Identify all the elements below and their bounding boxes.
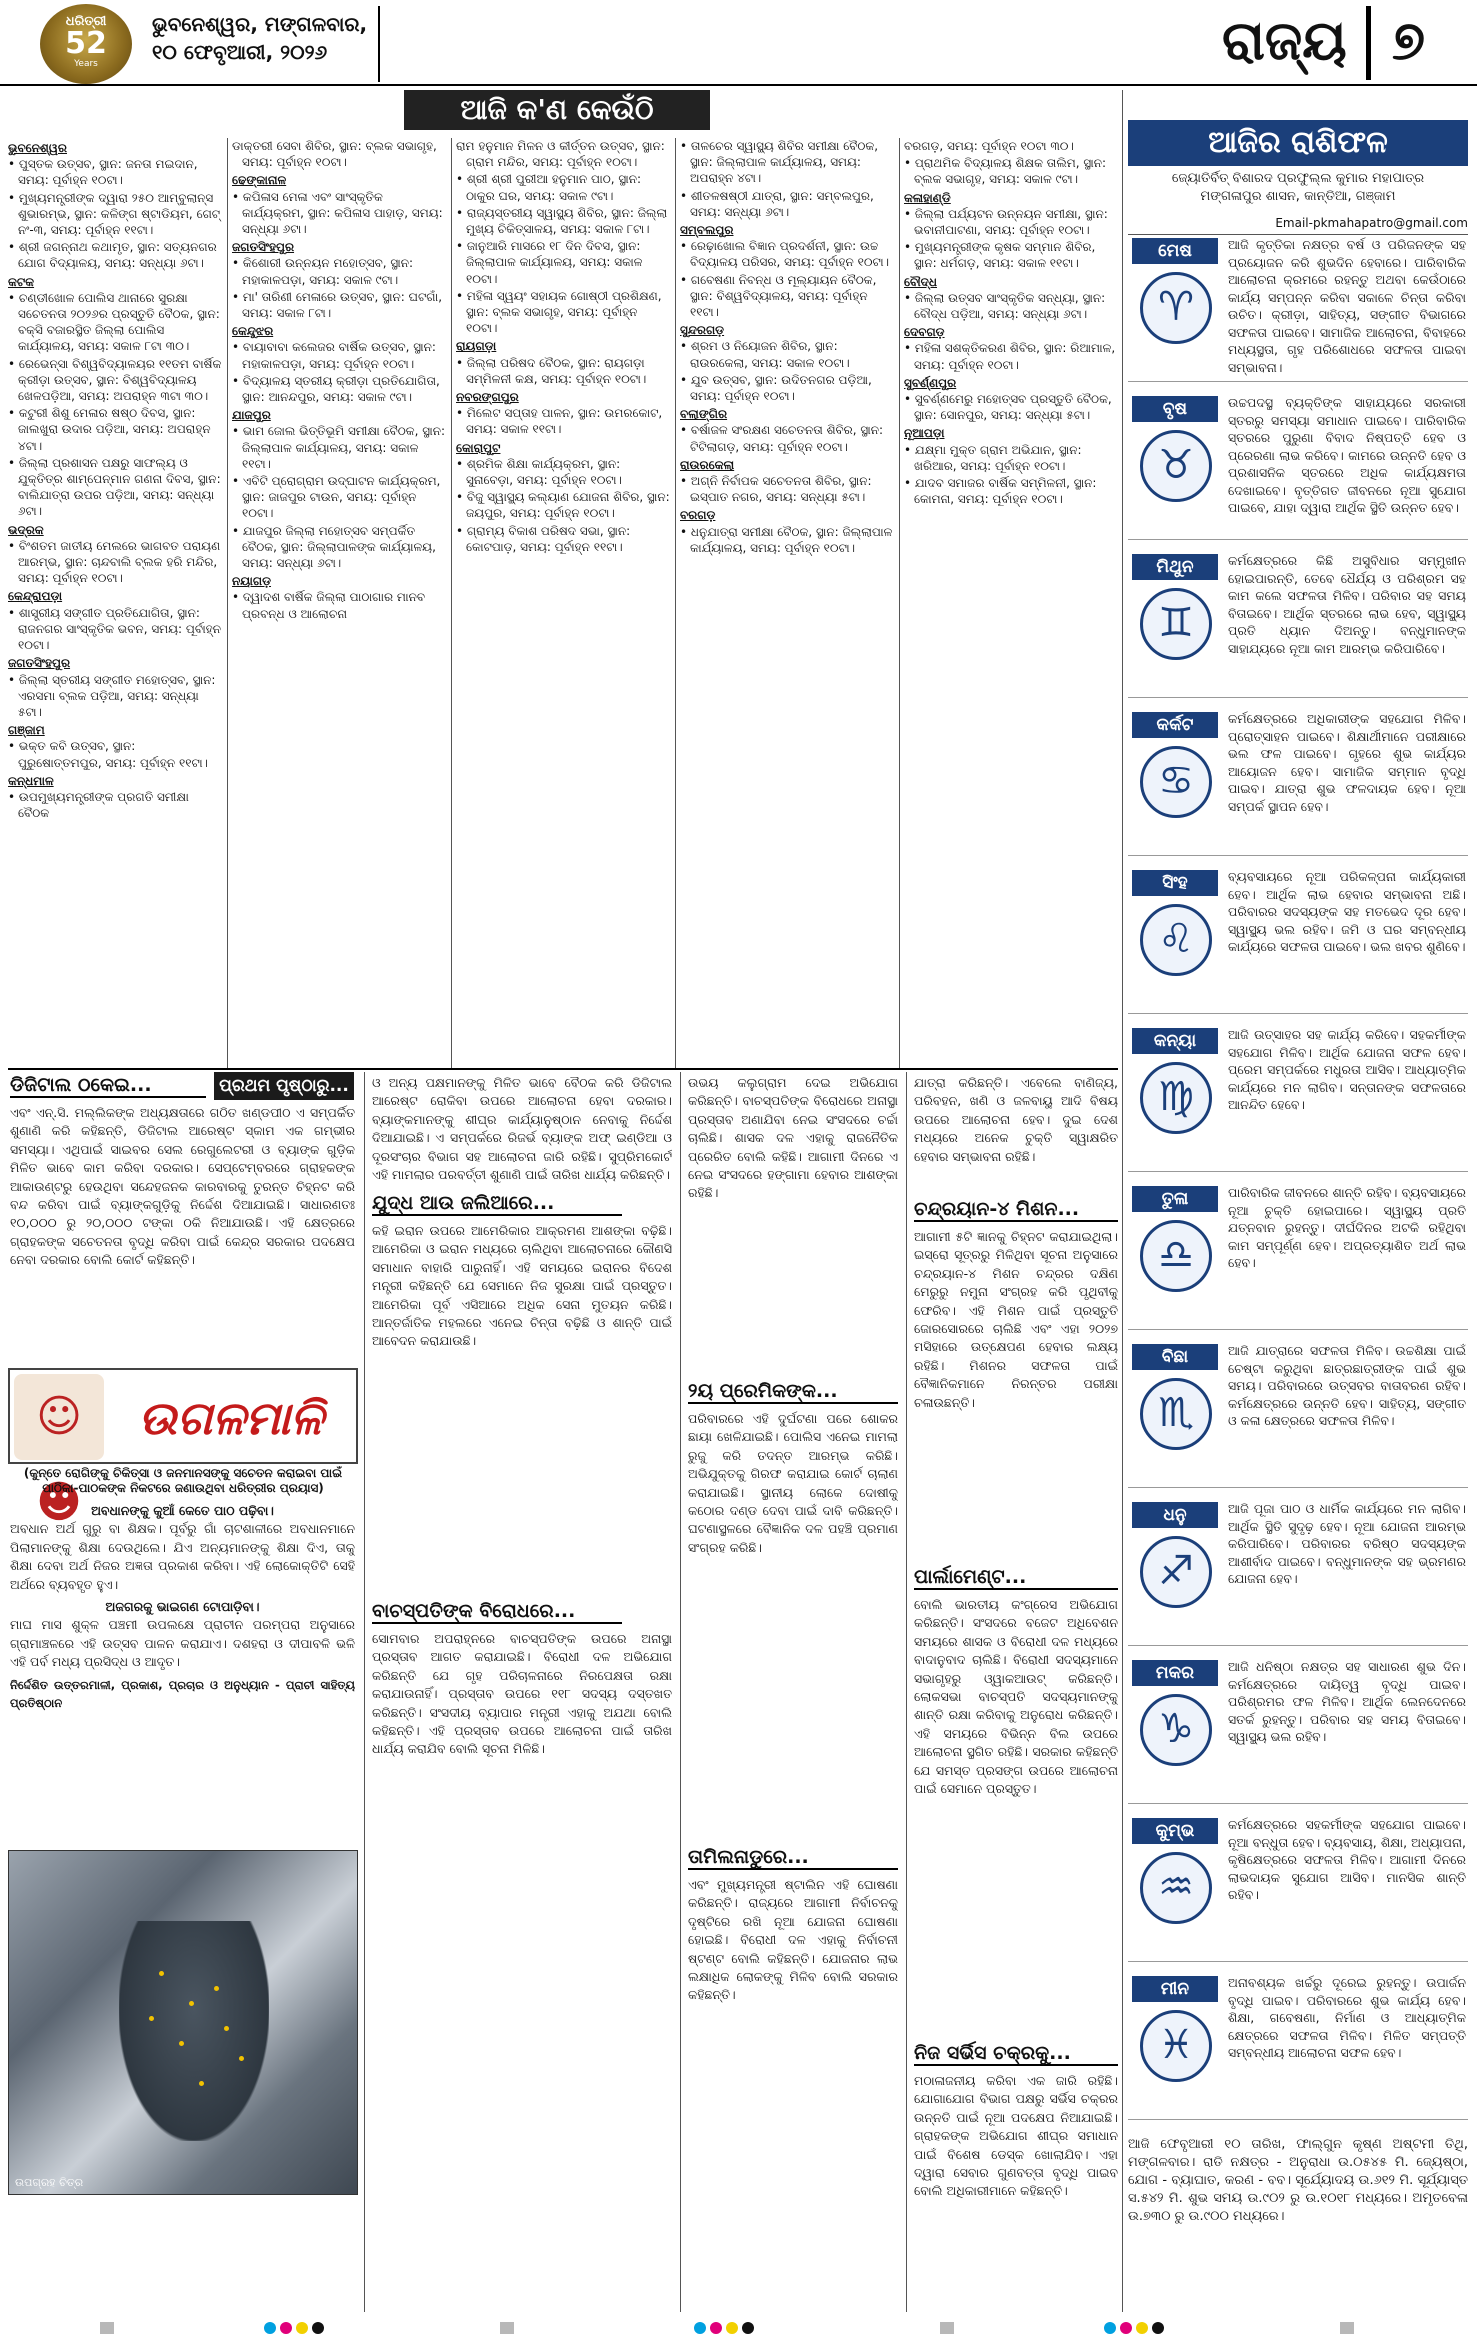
event-item: • ଗ୍ରାମ୍ୟ ବିକାଶ ପରିଷଦ ସଭା, ସ୍ଥାନ: କୋଟପାଡ଼, ସମୟ: ପୂର୍ବାହ୍ନ ୧୧ଟା। bbox=[456, 523, 631, 554]
event-location: ସମ୍ବଲପୁର bbox=[680, 223, 734, 238]
print-mark bbox=[1340, 2322, 1354, 2334]
astrologer-email: Email-pkmahapatro@gmail.com bbox=[1128, 216, 1468, 235]
event-location: ଦେବଗଡ଼ bbox=[904, 325, 945, 340]
event-item: • କିଶୋରୀ ଉନ୍ନୟନ ମହୋତ୍ସବ, ସ୍ଥାନ: ମହାକାଳପଡ଼ା, ସମୟ: ସକାଳ ୯ଟା। bbox=[232, 256, 414, 287]
registration-yellow bbox=[296, 2322, 308, 2334]
event-item: • ରେଢ଼ାଖୋଲ ବିଜ୍ଞାନ ପ୍ରଦର୍ଶନୀ, ସ୍ଥାନ: ଉଚ୍ଚ ବିଦ୍ୟାଳୟ ପରିସର, ସମୟ: ପୂର୍ବାହ୍ନ ୧୦ଟା। bbox=[680, 239, 890, 270]
event-item: • ମହିଳା ସଶକ୍ତିକରଣ ଶିବିର, ସ୍ଥାନ: ରିଆମାଳ, ସମୟ: ପୂର୍ବାହ୍ନ ୧୦ଟା। bbox=[904, 341, 1116, 372]
registration-cyan bbox=[694, 2322, 706, 2334]
horoscope-title: ଆଜିର ରାଶିଫଳ bbox=[1128, 120, 1468, 166]
events-column bbox=[232, 138, 446, 1068]
event-location: ବୌଦ୍ଧ bbox=[904, 274, 937, 289]
event-item: • ଜିଲ୍ଲା ପ୍ରଶାସନ ପକ୍ଷରୁ ସାଫଲ୍ୟ ଓ ଯୁକ୍ତିତ୍ର ଶାମ୍ପେନ୍‌ମାନ ଗଣନା ଦିବସ, ସ୍ଥାନ: ବାଲିଯାତ୍ରା ଉପର ପଡ଼ିଆ, ସମୟ: ସନ୍ଧ୍ୟା ୬ଟା। bbox=[8, 455, 221, 519]
event-item: • ଜିଲ୍ଲା ପରିଷଦ ବୈଠକ, ସ୍ଥାନ: ରାୟଗଡ଼ା ସମ୍ମିଳନୀ କକ୍ଷ, ସମୟ: ପୂର୍ବାହ୍ନ ୧୦ଟା। bbox=[456, 355, 647, 386]
event-location: କେନ୍ଦ୍ରାପଡ଼ା bbox=[8, 589, 63, 604]
city-marker bbox=[159, 1971, 164, 1976]
print-mark bbox=[100, 2322, 114, 2334]
event-item: • ଶ୍ରମ ଓ ନିୟୋଜନ ଶିବିର, ସ୍ଥାନ: ରାଉରକେଲା, ସମୟ: ସକାଳ ୧୦ଟା। bbox=[680, 339, 850, 370]
horoscope-sign bbox=[1128, 1180, 1468, 1330]
event-item: • ଜିଲ୍ଲା ଉତ୍ସବ ସାଂସ୍କୃତିକ ସନ୍ଧ୍ୟା, ସ୍ଥାନ: ବୌଦ୍ଧ ପଡ଼ିଆ, ସମୟ: ସନ୍ଧ୍ୟା ୬ଟା। bbox=[904, 290, 1106, 322]
sign-prediction: ଅନାବଶ୍ୟକ ଖର୍ଚ୍ଚରୁ ଦୂରେଇ ରୁହନ୍ତୁ। ଉପାର୍ଜନ ବୃଦ୍ଧି ପାଇବ। ପରିବାରରେ ଶୁଭ କାର୍ଯ୍ୟ ହେବ। ଶିକ୍ଷା, ଗବେଷଣା, ନିର୍ମାଣ ଓ ଆଧ୍ୟାତ୍ମିକ କ୍ଷେତ୍ରରେ ସଫଳତା ମିଳିବ। ମିଳିତ ସମ୍ପତ୍ତି ସମ୍ବନ୍ଧୀୟ ଆଲୋଚନା ସଫଳ ହେବ। bbox=[1228, 1975, 1466, 2060]
event-item: • ଶାସ୍ତ୍ରୀୟ ସଙ୍ଗୀତ ପ୍ରତିଯୋଗିତା, ସ୍ଥାନ: ରାଜନଗର ସାଂସ୍କୃତିକ ଭବନ, ସମୟ: ପୂର୍ବାହ୍ନ ୧୦ଟା। bbox=[8, 605, 222, 653]
proverb-heading-2: ଅଜଗରକୁ ଭାଇଗଣ ଟୋପାଡ଼ିବା। bbox=[105, 1599, 260, 1615]
event-item: • ଶୀତଳଷଷ୍ଠୀ ଯାତ୍ରା, ସ୍ଥାନ: ସମ୍ବଲପୁର, ସମୟ: ସନ୍ଧ୍ୟା ୬ଟା। bbox=[680, 188, 874, 219]
sign-prediction: କର୍ମକ୍ଷେତ୍ରରେ ଅଧିକାରୀଙ୍କ ସହଯୋଗ ମିଳିବ। ପ୍ରୋତ୍ସାହନ ପାଇବେ। ଶିକ୍ଷାର୍ଥୀମାନେ ପରୀକ୍ଷାରେ ଭଲ ଫଳ ପାଇବେ। ଗୃହରେ ଶୁଭ କାର୍ଯ୍ୟର ଆୟୋଜନ ହେବ। ସାମାଜିକ ସମ୍ମାନ ବୃଦ୍ଧି ପାଇବ। ଯାତ୍ରା ଶୁଭ ଫଳଦାୟକ ହେବ। ନୂଆ ସମ୍ପର୍କ ସ୍ଥାପନ ହେବ। bbox=[1228, 711, 1466, 814]
event-location: ରାୟଗଡ଼ା bbox=[456, 339, 497, 354]
event-item: • ଉପମୁଖ୍ୟମନ୍ତ୍ରୀଙ୍କ ପ୍ରଗତି ସମୀକ୍ଷା ବୈଠକ bbox=[8, 789, 189, 821]
zodiac-icon: ♊ bbox=[1140, 588, 1212, 660]
print-mark bbox=[500, 2322, 514, 2334]
event-item: • ମିଲେଟ ସପ୍ତାହ ପାଳନ, ସ୍ଥାନ: ଉମରକୋଟ, ସମୟ: ସକାଳ ୧୧ଟା। bbox=[456, 406, 663, 437]
sign-divider bbox=[1128, 381, 1468, 382]
sign-name: ବିଛା bbox=[1132, 1344, 1218, 1370]
tamilnadu-heading: ତାମିଲନାଡୁରେ... bbox=[688, 1846, 898, 1870]
mid-continued-body-2: ଉଭୟ କଲୁଗ୍ରାମ ଦେଇ ଅଭିଯୋଗ କରିଛନ୍ତି। ବାଚସ୍ପତିଙ୍କ ବିରୋଧରେ ଅନାସ୍ଥା ପ୍ରସ୍ତାବ ଅଣାଯିବା ନେଇ ସଂସଦରେ ଚର୍ଚ୍ଚା ଚାଲିଛି। ଶାସକ ଦଳ ଏହାକୁ ରାଜନୈତିକ ପ୍ରେରିତ ବୋଲି କହିଛି। ଆଗାମୀ ଦିନରେ ଏ ନେଇ ସଂସଦରେ ହଙ୍ଗାମା ହେବାର ଆଶଙ୍କା ରହିଛି। bbox=[688, 1075, 898, 1201]
event-location: କେନ୍ଦୁଝର bbox=[232, 324, 274, 339]
event-item: • ମୁଖ୍ୟମନ୍ତ୍ରୀଙ୍କ ଦ୍ୱାରା ୨୫୦ ଆମ୍ବୁଲାନ୍ସ ଶୁଭାରମ୍ଭ, ସ୍ଥାନ: କଳିଙ୍ଗ ଷ୍ଟାଡିୟମ, ଗେଟ୍ ନଂ-୩, ସମୟ: ପୂର୍ବାହ୍ନ ୧୧ଟା। bbox=[8, 190, 221, 238]
event-location: ଭଦ୍ରକ bbox=[8, 522, 44, 537]
chandrayaan-heading: ଚନ୍ଦ୍ରୟାନ-୪ ମିଶନ... bbox=[914, 1198, 1118, 1222]
events-column-divider bbox=[899, 138, 900, 1068]
event-item: • ରେଭେନ୍ସା ବିଶ୍ୱବିଦ୍ୟାଳୟର ୧୧ତମ ବାର୍ଷିକ କ୍ରୀଡ଼ା ଉତ୍ସବ, ସ୍ଥାନ: ବିଶ୍ୱବିଦ୍ୟାଳୟ ଖେଳପଡ଼ିଆ, ସମୟ: ଅପରାହ୍ନ ୩ଟା ୩୦। bbox=[8, 356, 222, 404]
event-item: • ଅଗ୍ନି ନିର୍ବାପକ ସଚେତନତା ଶିବିର, ସ୍ଥାନ: ଇସ୍ପାତ ନଗର, ସମୟ: ସନ୍ଧ୍ୟା ୫ଟା। bbox=[680, 474, 872, 505]
digital-fraud-body: ଏବଂ ଏନ୍‌.ସି. ମଲ୍ଲିକଙ୍କ ଅଧ୍ୟକ୍ଷତାରେ ଗଠିତ ଖଣ୍ଡପୀଠ ଏ ସମ୍ପର୍କିତ ଶୁଣାଣି କରି କହିଛନ୍ତି, ଡିଜିଟାଲ ଆରେଷ୍ଟ ସ୍କାମ ଏକ ଗମ୍ଭୀର ସମସ୍ୟା। ଏଥିପାଇଁ ସାଇବର ସେଲ ରେଗୁଲେଟରୀ ଓ ବ୍ୟାଙ୍କ ଗୁଡ଼ିକ ମିଳିତ ଭାବେ କାମ କରିବା ଦରକାର। ସେପ୍ଟେମ୍ବରରେ ଗ୍ରାହକଙ୍କ ଆକାଉଣ୍ଟରୁ ହେଉଥିବା ସନ୍ଦେହଜନକ କାରବାରକୁ ତୁରନ୍ତ ଚିହ୍ନଟ କରି ବନ୍ଦ କରିବା ପାଇଁ ବ୍ୟାଙ୍କଗୁଡ଼ିକୁ ନିର୍ଦ୍ଦେଶ ଦିଆଯାଇଛି। ସାଧାରଣତଃ ୧୦,୦୦୦ ରୁ ୨୦,୦୦୦ ଟଙ୍କା ଠକି ନିଆଯାଉଛି। ଏହି କ୍ଷେତ୍ରରେ ଗ୍ରାହକଙ୍କ ସଚେତନତା ବୃଦ୍ଧି କରିବା ପାଇଁ କେନ୍ଦ୍ର ସରକାର ପଦକ୍ଷେପ ନେବା ଦରକାର ବୋଲି କୋର୍ଟ କହିଛନ୍ତି। bbox=[10, 1105, 355, 1268]
registration-magenta bbox=[280, 2322, 292, 2334]
zodiac-icon: ♉ bbox=[1140, 430, 1212, 502]
horoscope-sign bbox=[1128, 548, 1468, 698]
section-title: ରାଜ୍ୟ bbox=[1222, 9, 1347, 72]
satellite-label: ଉପଗ୍ରହ ଚିତ୍ର bbox=[15, 2176, 84, 2189]
dharitri-logo bbox=[40, 4, 132, 84]
lover-heading: ୨ୟ ପ୍ରେମିକଙ୍କ... bbox=[688, 1380, 898, 1404]
horoscope-sign bbox=[1128, 1496, 1468, 1646]
events-column-divider bbox=[451, 138, 452, 1068]
city-marker bbox=[239, 2056, 244, 2061]
yatra-body: ଯାତ୍ରା କରିଛନ୍ତି। ଏବେଲେ ବାଣିଜ୍ୟ, ପରିବହନ, ଖଣି ଓ ଜଳବାୟୁ ଆଦି ବିଷୟ ଉପରେ ଆଲୋଚନା ହେବ। ଦୁଇ ଦେଶ ମଧ୍ୟରେ ଅନେକ ଚୁକ୍ତି ସ୍ୱାକ୍ଷରିତ ହେବାର ସମ୍ଭାବନା ରହିଛି। bbox=[914, 1075, 1118, 1164]
event-item: • ଯାଜପୁର ଜିଲ୍ଲା ମହୋତ୍ସବ ସମ୍ପର୍କିତ ବୈଠକ, ସ୍ଥାନ: ଜିଲ୍ଲାପାଳଙ୍କ କାର୍ଯ୍ୟାଳୟ, ସମୟ: ସନ୍ଧ୍ୟା ୬ଟା। bbox=[232, 523, 436, 571]
section-rule bbox=[8, 1068, 1118, 1070]
sign-prediction: ଆଜି ଉତ୍ସାହର ସହ କାର୍ଯ୍ୟ କରିବେ। ସହକର୍ମୀଙ୍କ ସହଯୋଗ ମିଳିବ। ଆର୍ଥିକ ଯୋଜନା ସଫଳ ହେବ। ପ୍ରେମ ସମ୍ପର୍କରେ ମଧୁରତା ଆସିବ। ଆଧ୍ୟାତ୍ମିକ କାର୍ଯ୍ୟରେ ମନ ଲାଗିବ। ସନ୍ତାନଙ୍କ ସଫଳତାରେ ଆନନ୍ଦିତ ହେବେ। bbox=[1228, 1027, 1466, 1112]
proverb-text-1: ଅବଧାନ ଅର୍ଥ ଗୁରୁ ବା ଶିକ୍ଷକ। ପୂର୍ବରୁ ଗାଁ ଚାଟଶାଳୀରେ ଅବଧାନମାନେ ପିଲାମାନଙ୍କୁ ଶିକ୍ଷା ଦେଉଥିଲେ। ଯିଏ ଅନ୍ୟମାନଙ୍କୁ ଶିକ୍ଷା ଦିଏ, ତାକୁ ଶିକ୍ଷା ଦେବା ଅର୍ଥ ନିଜର ଅଜ୍ଞତା ପ୍ରକାଶ କରିବା। ଏହି ଲୋକୋକ୍ତିଟି ସେହି ଅର୍ଥରେ ବ୍ୟବହୃତ ହୁଏ। bbox=[10, 1521, 355, 1592]
page-number: ୭ bbox=[1392, 9, 1426, 72]
satellite-landmass bbox=[119, 1921, 269, 2141]
registration-magenta bbox=[710, 2322, 722, 2334]
event-item: • ଜିଲ୍ଲା ପର୍ଯ୍ୟଟନ ଉନ୍ନୟନ ସମୀକ୍ଷା, ସ୍ଥାନ: ଭବାନୀପାଟଣା, ସମୟ: ପୂର୍ବାହ୍ନ ୧୦ଟା। bbox=[904, 206, 1108, 238]
event-item: • ବିଜୁ ସ୍ୱାସ୍ଥ୍ୟ କଲ୍ୟାଣ ଯୋଜନା ଶିବିର, ସ୍ଥାନ: ଜୟପୁର, ସମୟ: ପୂର୍ବାହ୍ନ ୧୦ଟା। bbox=[456, 490, 670, 521]
event-item: • କପିଳାସ ମେଳା ଏବଂ ସାଂସ୍କୃତିକ କାର୍ଯ୍ୟକ୍ରମ, ସ୍ଥାନ: କପିଳାସ ପାହାଡ଼, ସମୟ: ସନ୍ଧ୍ୟା ୬ଟା। bbox=[232, 189, 443, 237]
city-marker bbox=[149, 2016, 154, 2021]
horoscope-sign bbox=[1128, 1654, 1468, 1804]
proverb-heading-1: ଅବଧାନଙ୍କୁ କୁଆଁ କେତେ ପାଠ ପଢ଼ିବା। bbox=[91, 1503, 274, 1518]
event-location: ନୂଆପଡ଼ା bbox=[904, 426, 945, 441]
events-column-divider bbox=[675, 138, 676, 1068]
mid-continued-body: ଓ ଅନ୍ୟ ପକ୍ଷମାନଙ୍କୁ ମିଳିତ ଭାବେ ବୈଠକ କରି ଡିଜିଟାଲ ଆରେଷ୍ଟ ରୋକିବା ଉପରେ ଆଲୋଚନା ହେବା ଦରକାର। ବ୍ୟାଙ୍କମାନଙ୍କୁ ଶୀଘ୍ର କାର୍ଯ୍ୟାନୁଷ୍ଠାନ ନେବାକୁ ନିର୍ଦ୍ଦେଶ ଦିଆଯାଇଛି। ଏ ସମ୍ପର୍କରେ ରିଜର୍ଭ ବ୍ୟାଙ୍କ ଅଫ୍ ଇଣ୍ଡିଆ ଓ ଦୂରସଂଚାର ବିଭାଗ ସହ ଆଲୋଚନା ଜାରି ରହିଛି। ସୁପ୍ରିମକୋର୍ଟ ଏହି ମାମଲାର ପରବର୍ତ୍ତୀ ଶୁଣାଣି ପାଇଁ ତାରିଖ ଧାର୍ଯ୍ୟ କରିଛନ୍ତି। bbox=[372, 1075, 672, 1183]
digital-fraud-heading: ଡିଜିଟାଲ ଠକେଇ... bbox=[10, 1074, 206, 1098]
masthead bbox=[0, 0, 1477, 86]
event-item: ଡାକ୍ତରୀ ସେବା ଶିବିର, ସ୍ଥାନ: ବ୍ଲକ ସଭାଗୃହ, ସମୟ: ପୂର୍ବାହ୍ନ ୧୦ଟା। bbox=[232, 139, 437, 170]
city-marker bbox=[199, 2081, 204, 2086]
city-marker bbox=[224, 2026, 229, 2031]
event-item: ବରଗଡ଼, ସମୟ: ପୂର୍ବାହ୍ନ ୧୦ଟା ୩୦। bbox=[904, 139, 1074, 153]
section-bar bbox=[1366, 6, 1371, 80]
horoscope-sign bbox=[1128, 390, 1468, 540]
event-location: ନବରଙ୍ଗପୁର bbox=[456, 390, 519, 405]
event-item: • ଏବିଟି ପ୍ରୋଗ୍ରାମ ଉଦ୍‌ଘାଟନ କାର୍ଯ୍ୟକ୍ରମ, ସ୍ଥାନ: ଜାଜପୁର ଟାଉନ, ସମୟ: ପୂର୍ବାହ୍ନ ୧୦ଟା। bbox=[232, 474, 441, 521]
sign-divider bbox=[1128, 1961, 1468, 1962]
tamilnadu-body: ଏବଂ ମୁଖ୍ୟମନ୍ତ୍ରୀ ଷ୍ଟାଲିନ ଏହି ଘୋଷଣା କରିଛନ୍ତି। ରାଜ୍ୟରେ ଆଗାମୀ ନିର୍ବାଚନକୁ ଦୃଷ୍ଟିରେ ରଖି ନୂଆ ଯୋଜନା ଘୋଷଣା ହୋଇଛି। ବିରୋଧୀ ଦଳ ଏହାକୁ ନିର୍ବାଚନୀ ଷ୍ଟଣ୍ଟ ବୋଲି କହିଛନ୍ତି। ଯୋଜନାର ଲାଭ ଲକ୍ଷାଧିକ ଲୋକଙ୍କୁ ମିଳିବ ବୋଲି ସରକାର କହିଛନ୍ତି। bbox=[688, 1877, 898, 2003]
event-item: • ବାୟାବାବା କଲେଜର ବାର୍ଷିକ ଉତ୍ସବ, ସ୍ଥାନ: ମହାକାଳପଡ଼ା, ସମୟ: ପୂର୍ବାହ୍ନ ୧୦ଟା। bbox=[232, 340, 436, 371]
sign-divider bbox=[1128, 1487, 1468, 1488]
zodiac-icon: ♋ bbox=[1140, 746, 1212, 818]
sign-name: କର୍କଟ bbox=[1132, 712, 1218, 738]
logo-number: 52 bbox=[65, 26, 107, 61]
event-location: କଟକ bbox=[8, 274, 35, 289]
event-item: • ଜାନୁଆରି ମାସରେ ୧୮ ଦିନ ଦିବସ, ସ୍ଥାନ: ଜିଲ୍ଲାପାଳ କାର୍ଯ୍ୟାଳୟ, ସମୟ: ସକାଳ ୧୦ଟା। bbox=[456, 239, 643, 286]
registration-cyan bbox=[264, 2322, 276, 2334]
registration-black bbox=[742, 2322, 754, 2334]
events-column bbox=[456, 138, 670, 1068]
print-mark bbox=[940, 2322, 954, 2334]
astrologer-address: ମଙ୍ଗଳାପୁର ଶାସନ, କାନ୍ତିଆ, ଗଞ୍ଜାମ bbox=[1200, 189, 1396, 204]
event-location: ଜଗତସିଂହପୁର bbox=[8, 656, 71, 671]
event-item: • ମୁଖ୍ୟମନ୍ତ୍ରୀଙ୍କ କୃଷକ ସମ୍ମାନ ଶିବିର, ସ୍ଥାନ: ଧର୍ମଗଡ଼, ସମୟ: ସକାଳ ୧୧ଟା। bbox=[904, 240, 1096, 271]
event-location: ବଲାଙ୍ଗିର bbox=[680, 407, 728, 422]
events-column bbox=[680, 138, 894, 1068]
event-item: • ଜିଲ୍ଲା ସ୍ତରୀୟ ସଙ୍ଗୀତ ମହୋତ୍ସବ, ସ୍ଥାନ: ଏରସମା ବ୍ଲକ ପଡ଼ିଆ, ସମୟ: ସନ୍ଧ୍ୟା ୫ଟା। bbox=[8, 672, 216, 719]
sign-name: ସିଂହ bbox=[1132, 870, 1218, 896]
sign-divider bbox=[1128, 2119, 1468, 2120]
event-item: • ଶ୍ରମିକ ଶିକ୍ଷା କାର୍ଯ୍ୟକ୍ରମ, ସ୍ଥାନ: ସୁନାବେଡ଼ା, ସମୟ: ପୂର୍ବାହ୍ନ ୧୦ଟା। bbox=[456, 456, 622, 488]
zodiac-icon: ♑ bbox=[1140, 1694, 1212, 1766]
proverb-text-2: ମାଘ ମାସ ଶୁକ୍ଳ ପଞ୍ଚମୀ ଉପଲକ୍ଷେ ପ୍ରାଚୀନ ପରମ୍ପରା ଅନୁସାରେ ଗ୍ରାମାଞ୍ଚଳରେ ଏହି ଉତ୍ସବ ପାଳନ କରାଯାଏ। ଦଶହରା ଓ ଦୀପାବଳି ଭଳି ଏହି ପର୍ବ ମଧ୍ୟ ପ୍ରସିଦ୍ଧ ଓ ଆଦୃତ। bbox=[10, 1617, 355, 1670]
sign-divider bbox=[1128, 855, 1468, 856]
sign-prediction: କର୍ମକ୍ଷେତ୍ରରେ ସହକର୍ମୀଙ୍କ ସହଯୋଗ ପାଇବେ। ନୂଆ ବନ୍ଧୁତା ହେବ। ବ୍ୟବସାୟ, ଶିକ୍ଷା, ଅଧ୍ୟାପନା, କୃଷିକ୍ଷେତ୍ରରେ ସଫଳତା ମିଳିବ। ଆଗାମୀ ଦିନରେ ଲାଭଦାୟକ ସୁଯୋଗ ଆସିବ। ମାନସିକ ଶାନ୍ତି ରହିବ। bbox=[1228, 1817, 1466, 1902]
war-heading: ଯୁଦ୍ଧ ଆଉ ଜଲିଆରେ... bbox=[372, 1192, 622, 1216]
event-item: • ମା' ତାରିଣୀ ମେଳାରେ ଉତ୍ସବ, ସ୍ଥାନ: ଘଟଗାଁ, ସମୟ: ସକାଳ ୮ଟା। bbox=[232, 289, 443, 321]
event-item: ରାମ ହନୁମାନ ମିଳନ ଓ କୀର୍ତ୍ତନ ଉତ୍ସବ, ସ୍ଥାନ: ଗ୍ରାମ ମନ୍ଦିର, ସମୟ: ପୂର୍ବାହ୍ନ ୧୦ଟା। bbox=[456, 139, 665, 170]
sign-name: ମେଷ bbox=[1132, 238, 1218, 264]
speaker-body: ସୋମବାର ଅପରାହ୍ନରେ ବାଚସ୍ପତିଙ୍କ ଉପରେ ଅନାସ୍ଥା ପ୍ରସ୍ତାବ ଆଗତ କରାଯାଇଛି। ବିରୋଧୀ ଦଳ ଅଭିଯୋଗ କରିଛନ୍ତି ଯେ ଗୃହ ପରିଚାଳନାରେ ନିରପେକ୍ଷତା ରକ୍ଷା କରାଯାଉନାହିଁ। ପ୍ରସ୍ତାବ ଉପରେ ୧୧୮ ସଦସ୍ୟ ଦସ୍ତଖତ କରିଛନ୍ତି। ସଂସଦୀୟ ବ୍ୟାପାର ମନ୍ତ୍ରୀ ଏହାକୁ ଅଯଥା ବୋଲି କହିଛନ୍ତି। ଏହି ପ୍ରସ୍ତାବ ଉପରେ ଆଲୋଚନା ପାଇଁ ତାରିଖ ଧାର୍ଯ୍ୟ କରାଯିବ ବୋଲି ସୂଚନା ମିଳିଛି। bbox=[372, 1631, 672, 1757]
events-column bbox=[904, 138, 1118, 1068]
event-item: • ଯକ୍ଷ୍ମା ମୁକ୍ତ ଗ୍ରାମ ଅଭିଯାନ, ସ୍ଥାନ: ଖରିଆର, ସମୟ: ପୂର୍ବାହ୍ନ ୧୦ଟା। bbox=[904, 442, 1082, 473]
registration-yellow bbox=[1136, 2322, 1148, 2334]
service-heading: ନିଜ ସର୍ଭିସ ଚକ୍ରକୁ... bbox=[914, 2042, 1118, 2066]
logo-brand: ଧରିତ୍ରୀ bbox=[65, 14, 107, 29]
column-rule bbox=[906, 1072, 907, 2312]
events-column bbox=[8, 138, 222, 1068]
zodiac-icon: ♒ bbox=[1140, 1852, 1212, 1924]
event-item: • ବିଦ୍ୟାଳୟ ସ୍ତରୀୟ କ୍ରୀଡ଼ା ପ୍ରତିଯୋଗିତା, ସ୍ଥାନ: ଆନନ୍ଦପୁର, ସମୟ: ସକାଳ ୯ଟା। bbox=[232, 373, 440, 405]
logo-years: Years bbox=[74, 59, 98, 69]
sign-prediction: ଆଜି କୃତ୍ତିକା ନକ୍ଷତ୍ର ବର୍ଷ ଓ ପରିଜନଙ୍କ ସହ ପ୍ରୟୋଜନ କରି ଶୁଭଦିନ ହେବାରେ। ପାରିବାରିକ ଆଲୋଚନା କ୍ରମରେ ରହନ୍ତୁ ଅଥବା କେଉଁଠାରେ କାର୍ଯ୍ୟ ସମ୍ପନ୍ନ କରିବା ସକାଳେ ଚିନ୍ତା କରିବା ଉଚିତ। କ୍ରୀଡ଼ା, ସାହିତ୍ୟ, ସଙ୍ଗୀତ ବିଭାଗରେ ସଫଳତା ପାଇବେ। ସାମାଜିକ ଆଲୋଚନା, ବିବାହରେ ମଧ୍ୟସ୍ଥତା, ଗୃହ ପରିଶୋଧରେ ସଫଳତା ପାଇବା ସମ୍ଭାବନା। bbox=[1228, 237, 1466, 375]
event-item: • ସୁବର୍ଣ୍ଣମେରୁ ମହୋତ୍ସବ ପ୍ରସ୍ତୁତି ବୈଠକ, ସ୍ଥାନ: ସୋନପୁର, ସମୟ: ସନ୍ଧ୍ୟା ୫ଟା। bbox=[904, 392, 1112, 423]
cartoon-faces-icon: ☺☻ bbox=[14, 1374, 104, 1460]
event-location: କଳାହାଣ୍ଡି bbox=[904, 190, 951, 205]
events-banner: ଆଜି କ'ଣ କେଉଁଠି bbox=[404, 90, 710, 130]
sign-divider bbox=[1128, 697, 1468, 698]
horoscope-sign bbox=[1128, 1970, 1468, 2120]
sign-name: ବୃଷ bbox=[1132, 396, 1218, 422]
event-item: • ପ୍ରାଥମିକ ବିଦ୍ୟାଳୟ ଶିକ୍ଷକ ତାଲିମ, ସ୍ଥାନ: ବ୍ଲକ ସଭାଗୃହ, ସମୟ: ସକାଳ ୯ଟା। bbox=[904, 156, 1107, 187]
event-item: • ଯାଦବ ସମାଜର ବାର୍ଷିକ ସମ୍ମିଳନୀ, ସ୍ଥାନ: କୋମନା, ସମୟ: ପୂର୍ବାହ୍ନ ୧୦ଟା। bbox=[904, 476, 1097, 507]
city-marker bbox=[189, 2001, 194, 2006]
column-rule bbox=[680, 1072, 681, 2312]
city-marker bbox=[214, 1986, 219, 1991]
event-location: କୋରାପୁଟ bbox=[456, 440, 501, 455]
event-item: • ତାଳଚେର ସ୍ୱାସ୍ଥ୍ୟ ଶିବିର ସମୀକ୍ଷା ବୈଠକ, ସ୍ଥାନ: ଜିଲ୍ଲାପାଳ କାର୍ଯ୍ୟାଳୟ, ସମୟ: ଅପରାହ୍ନ ୪ଟା। bbox=[680, 139, 879, 186]
sign-name: ତୁଳା bbox=[1132, 1186, 1218, 1212]
sign-name: ଧନୁ bbox=[1132, 1502, 1218, 1528]
sign-divider bbox=[1128, 1013, 1468, 1014]
sign-divider bbox=[1128, 1803, 1468, 1804]
horoscope-sign bbox=[1128, 1812, 1468, 1962]
event-item: • ଶ୍ରୀ ଶ୍ରୀ ପୁରୀଆ ହନୁମାନ ପାଠ, ସ୍ଥାନ: ଠାକୁର ଘର, ସମୟ: ସକାଳ ୯ଟା। bbox=[456, 172, 642, 203]
sign-divider bbox=[1128, 1329, 1468, 1330]
city-marker bbox=[179, 2041, 184, 2046]
horoscope-column-rule bbox=[1122, 90, 1123, 2312]
event-item: • ଶ୍ରୀ ଜଗନ୍ନାଥ କଥାମୃତ, ସ୍ଥାନ: ସତ୍ୟନଗର ଯୋଗ ବିଦ୍ୟାଳୟ, ସମୟ: ସନ୍ଧ୍ୟା ୬ଟା। bbox=[8, 240, 217, 271]
chandrayaan-body: ଆଗାମୀ ୫ଟି ଜ୍ଞାନକୁ ଚିହ୍ନଟ କରାଯାଇଥିଲା। ଇସ୍ରୋ ସୂତ୍ରରୁ ମିଳିଥିବା ସୂଚନା ଅନୁସାରେ ଚନ୍ଦ୍ରୟାନ-୪ ମିଶନ ଚନ୍ଦ୍ରର ଦକ୍ଷିଣ ମେରୁରୁ ନମୁନା ସଂଗ୍ରହ କରି ପୃଥିବୀକୁ ଫେରିବ। ଏହି ମିଶନ ପାଇଁ ପ୍ରସ୍ତୁତି ଜୋରସୋରରେ ଚାଲିଛି ଏବଂ ଏହା ୨୦୨୭ ମସିହାରେ ଉତ୍କ୍ଷେପଣ ହେବାର ଲକ୍ଷ୍ୟ ରହିଛି। ମିଶନର ସଫଳତା ପାଇଁ ବୈଜ୍ଞାନିକମାନେ ନିରନ୍ତର ପରୀକ୍ଷା ଚଳାଉଛନ୍ତି। bbox=[914, 1229, 1118, 1410]
header-divider bbox=[378, 6, 380, 82]
speaker-heading: ବାଚସ୍ପତିଙ୍କ ବିରୋଧରେ... bbox=[372, 1600, 622, 1624]
event-item: • ଗବେଷଣା ନିବନ୍ଧ ଓ ମୂଲ୍ୟାୟନ ବୈଠକ, ସ୍ଥାନ: ବିଶ୍ୱବିଦ୍ୟାଳୟ, ସମୟ: ପୂର୍ବାହ୍ନ ୧୧ଟା। bbox=[680, 272, 877, 320]
almanac-text: ଆଜି ଫେବୃଆରୀ ୧୦ ତାରିଖ, ଫାଲ୍‌ଗୁନ କୃଷ୍ଣ ଅଷ୍ଟମୀ ତିଥି, ମଙ୍ଗଳବାର। ରାତି ନକ୍ଷତ୍ର - ଅନୁରାଧା ଉ.୦୫୪୫ ମି. ଜ୍ୟେଷ୍ଠା, ଯୋଗ - ବ୍ୟାଘାତ, କରଣ - ବବ। ସୂର୍ଯ୍ୟୋଦୟ ଉ.୬୧୨ ମି. ସୂର୍ଯ୍ୟାସ୍ତ ସ.୫୪୨ ମି. ଶୁଭ ସମୟ ଉ.୯୦୨ ରୁ ଉ.୧୦୧୮ ମଧ୍ୟରେ। ଅମୃତବେଳା ଉ.୭୩୦ ରୁ ଉ.୯୦୦ ମଧ୍ୟରେ। bbox=[1128, 2137, 1468, 2224]
sign-name: କନ୍ୟା bbox=[1132, 1028, 1218, 1054]
event-item: • ଯୁବ ଉତ୍ସବ, ସ୍ଥାନ: ଉଦିତନଗର ପଡ଼ିଆ, ସମୟ: ପୂର୍ବାହ୍ନ ୧୦ଟା। bbox=[680, 372, 872, 404]
horoscope-sign bbox=[1128, 706, 1468, 856]
event-item: • ବର୍ଷାଜଳ ସଂରକ୍ଷଣ ସଚେତନତା ଶିବିର, ସ୍ଥାନ: ଟିଟିଲାଗଡ଼, ସମୟ: ପୂର୍ବାହ୍ନ ୧୦ଟା। bbox=[680, 423, 884, 454]
sign-name: ମିଥୁନ bbox=[1132, 554, 1218, 580]
event-item: • ମହିଳା ସ୍ୱୟଂ ସହାୟକ ଗୋଷ୍ଠୀ ପ୍ରଶିକ୍ଷଣ, ସ୍ଥାନ: ବ୍ଲକ ସଭାଗୃହ, ସମୟ: ପୂର୍ବାହ୍ନ ୧୦ଟା। bbox=[456, 288, 662, 336]
event-location: ରାଉରକେଲା bbox=[680, 457, 735, 472]
events-listing bbox=[8, 138, 1118, 1068]
event-item: • ଭାମ ଜୋଲ ଭିତ୍ତିଭୂମି ସମୀକ୍ଷା ବୈଠକ, ସ୍ଥାନ: ଜିଲ୍ଲାପାଳ କାର୍ଯ୍ୟାଳୟ, ସମୟ: ସକାଳ ୧୧ଟା। bbox=[232, 424, 445, 471]
zodiac-icon: ♐ bbox=[1140, 1536, 1212, 1608]
event-location: ଯାଜପୁର bbox=[232, 408, 271, 423]
proverb-credit: ନିର୍ଦ୍ଦେଶିତ ଉତ୍ତରମାଳୀ, ପ୍ରକାଶ, ପ୍ରଚାର ଓ ଅନୁଧ୍ୟାନ - ପ୍ରାଚୀ ସାହିତ୍ୟ ପ୍ରତିଷ୍ଠାନ bbox=[10, 1677, 355, 1711]
horoscope-sign bbox=[1128, 1338, 1468, 1488]
registration-magenta bbox=[1120, 2322, 1132, 2334]
zodiac-icon: ♓ bbox=[1140, 2010, 1212, 2082]
sign-prediction: ଆଜି ଯାତ୍ରାରେ ସଫଳତା ମିଳିବ। ଉଚ୍ଚଶିକ୍ଷା ପାଇଁ ଚେଷ୍ଟା କରୁଥିବା ଛାତ୍ରଛାତ୍ରୀଙ୍କ ପାଇଁ ଶୁଭ ସମୟ। ପରିବାରରେ ଉତ୍ସବର ବାତାବରଣ ରହିବ। କର୍ମକ୍ଷେତ୍ରରେ ଉନ୍ନତି ହେବ। ସାହିତ୍ୟ, ସଙ୍ଗୀତ ଓ କଳା କ୍ଷେତ୍ରରେ ସଫଳତା ମିଳିବ। bbox=[1228, 1343, 1466, 1428]
event-item: • ବିଂଶତମ ଜାତୀୟ ମେଲରେ ଭାଗବତ ପରାୟଣ ଆରମ୍ଭ, ସ୍ଥାନ: ଚାନ୍ଦବାଲି ବ୍ଲକ ହରି ମନ୍ଦିର, ସମୟ: ପୂର୍ବାହ୍ନ ୧୦ଟା। bbox=[8, 538, 221, 586]
service-body: ମଠାଳାଜନୀୟ କରିବା ଏକ ଜାରି ରହିଛି। ଯୋଗାଯୋଗ ବିଭାଗ ପକ୍ଷରୁ ସର୍ଭିସ ଚକ୍ରର ଉନ୍ନତି ପାଇଁ ନୂଆ ପଦକ୍ଷେପ ନିଆଯାଇଛି। ଗ୍ରାହକଙ୍କ ଅଭିଯୋଗ ଶୀଘ୍ର ସମାଧାନ ପାଇଁ ବିଶେଷ ଡେସ୍କ ଖୋଲାଯିବ। ଏହା ଦ୍ୱାରା ସେବାର ଗୁଣବତ୍ତା ବୃଦ୍ଧି ପାଇବ ବୋଲି ଅଧିକାରୀମାନେ କହିଛନ୍ତି। bbox=[914, 2073, 1118, 2199]
event-item: • ଧନୁଯାତ୍ରା ସମୀକ୍ଷା ବୈଠକ, ସ୍ଥାନ: ଜିଲ୍ଲାପାଳ କାର୍ଯ୍ୟାଳୟ, ସମୟ: ପୂର୍ବାହ୍ନ ୧୦ଟା। bbox=[680, 524, 893, 555]
event-item: • ପୁସ୍ତକ ଉତ୍ସବ, ସ୍ଥାନ: ଜନତା ମଇଦାନ, ସମୟ: ପୂର୍ବାହ୍ନ ୧୦ଟା। bbox=[8, 157, 198, 188]
sign-name: ମୀନ bbox=[1132, 1976, 1218, 2002]
sign-prediction: ଉଚ୍ଚପଦସ୍ଥ ବ୍ୟକ୍ତିଙ୍କ ସାହାଯ୍ୟରେ ସରକାରୀ ସ୍ତରରୁ ସମସ୍ୟା ସମାଧାନ ପାଇବେ। ପାରିବାରିକ ସ୍ତରରେ ପୁରୁଣା ବିବାଦ ନିଷ୍ପତ୍ତି ହେବ ଓ ପ୍ରେରଣା ଲାଭ କରିବେ। କାମରେ ଉନ୍ନତି ହେବ ଓ ପ୍ରଶାସନିକ ସ୍ତରରେ ଅଧିକ କାର୍ଯ୍ୟକ୍ଷମତା ଦେଖାଇବେ। ବୃତ୍ତିଗତ ଜୀବନରେ ନୂଆ ସୁଯୋଗ ପାଇବେ, ଯାହା ଦ୍ୱାରା ଆର୍ଥିକ ସ୍ଥିତି ଉନ୍ନତ ହେବ। bbox=[1228, 395, 1466, 515]
sign-name: ମକର bbox=[1132, 1660, 1218, 1686]
horoscope-sign bbox=[1128, 864, 1468, 1014]
registration-yellow bbox=[726, 2322, 738, 2334]
parliament-heading: ପାର୍ଲାମେଣ୍ଟ... bbox=[914, 1566, 1118, 1590]
event-item: • ରାଜ୍ୟସ୍ତରୀୟ ସ୍ୱାସ୍ଥ୍ୟ ଶିବିର, ସ୍ଥାନ: ଜିଲ୍ଲା ମୁଖ୍ୟ ଚିକିତ୍ସାଳୟ, ସମୟ: ସକାଳ ୮ଟା। bbox=[456, 205, 668, 237]
sign-prediction: ଆଜି ଧନିଷ୍ଠା ନକ୍ଷତ୍ର ସହ ସାଧାରଣ ଶୁଭ ଦିନ। କର୍ମକ୍ଷେତ୍ରରେ ଦାୟିତ୍ୱ ବୃଦ୍ଧି ପାଇବ। ପରିଶ୍ରମର ଫଳ ମିଳିବ। ଆର୍ଥିକ ଲେନଦେନରେ ସତର୍କ ରୁହନ୍ତୁ। ପରିବାର ସହ ସମୟ ବିତାଇବେ। ସ୍ୱାସ୍ଥ୍ୟ ଭଲ ରହିବ। bbox=[1228, 1659, 1466, 1744]
event-item: • ଭକ୍ତ କବି ଉତ୍ସବ, ସ୍ଥାନ: ପୁରୁଷୋତ୍ତମପୁର, ସମୟ: ପୂର୍ବାହ୍ନ ୧୧ଟା। bbox=[8, 739, 208, 770]
event-location: ସୁବର୍ଣ୍ଣପୁର bbox=[904, 375, 957, 390]
cartoon-title: ଉଗଳମାଳି bbox=[138, 1391, 324, 1445]
parliament-body: ବୋଲି ଭାରତୀୟ କଂଗ୍ରେସ ଅଭିଯୋଗ କରିଛନ୍ତି। ସଂସଦରେ ବଜେଟ ଅଧିବେଶନ ସମୟରେ ଶାସକ ଓ ବିରୋଧୀ ଦଳ ମଧ୍ୟରେ ବାଦାନୁବାଦ ଚାଲିଛି। ବିରୋଧୀ ସଦସ୍ୟମାନେ ସଭାଗୃହରୁ ଓ୍ୱାକଆଉଟ୍ କରିଛନ୍ତି। ଲୋକସଭା ବାଚସ୍ପତି ସଦସ୍ୟମାନଙ୍କୁ ଶାନ୍ତି ରକ୍ଷା କରିବାକୁ ଅନୁରୋଧ କରିଛନ୍ତି। ଏହି ସମୟରେ ବିଭିନ୍ନ ବିଲ ଉପରେ ଆଲୋଚନା ସ୍ଥଗିତ ରହିଛି। ସରକାର କହିଛନ୍ତି ଯେ ସମସ୍ତ ପ୍ରସଙ୍ଗ ଉପରେ ଆଲୋଚନା ପାଇଁ ସେମାନେ ପ୍ରସ୍ତୁତ। bbox=[914, 1597, 1118, 1797]
registration-black bbox=[1152, 2322, 1164, 2334]
column-rule bbox=[364, 1072, 365, 2312]
zodiac-icon: ♎ bbox=[1140, 1220, 1212, 1292]
registration-black bbox=[312, 2322, 324, 2334]
astrologer-name: ଜ୍ୟୋତିର୍ବିତ୍ ବିଶାରଦ ପ୍ରଫୁଲ୍ଲ କୁମାର ମହାପାତ୍ର bbox=[1171, 171, 1425, 186]
sign-name: କୁମ୍ଭ bbox=[1132, 1818, 1218, 1844]
sign-divider bbox=[1128, 1171, 1468, 1172]
event-location: ଢେଙ୍କାନାଳ bbox=[232, 173, 287, 188]
sign-prediction: କର୍ମକ୍ଷେତ୍ରରେ କିଛି ଅସୁବିଧାର ସମ୍ମୁଖୀନ ହୋଇପାରନ୍ତି, ତେବେ ଧୈର୍ଯ୍ୟ ଓ ପରିଶ୍ରମ ସହ କାମ କଲେ ସଫଳତା ମିଳିବ। ପରିବାର ସହ ସମୟ ବିତାଇବେ। ଆର୍ଥିକ ସ୍ତରରେ ଲାଭ ହେବ, ସ୍ୱାସ୍ଥ୍ୟ ପ୍ରତି ଧ୍ୟାନ ଦିଅନ୍ତୁ। ବନ୍ଧୁମାନଙ୍କ ସାହାଯ୍ୟରେ ନୂଆ କାମ ଆରମ୍ଭ କରିପାରିବେ। bbox=[1228, 553, 1466, 656]
satellite-weather-map bbox=[8, 1850, 358, 2195]
date-line-2: ୧୦ ଫେବୃଆରୀ, ୨୦୨୬ bbox=[152, 40, 328, 64]
date-line-1: ଭୁବନେଶ୍ୱର, ମଙ୍ଗଳବାର, bbox=[152, 12, 368, 36]
lover-body: ପରିବାରରେ ଏହି ଦୁର୍ଘଟଣା ପରେ ଶୋକର ଛାୟା ଖେଳିଯାଇଛି। ପୋଲିସ ଏନେଇ ମାମଲା ରୁଜୁ କରି ତଦନ୍ତ ଆରମ୍ଭ କରିଛି। ଅଭିଯୁକ୍ତକୁ ଗିରଫ କରାଯାଇ କୋର୍ଟ ଚାଲାଣ କରାଯାଇଛି। ସ୍ଥାନୀୟ ଲୋକେ ଦୋଷୀକୁ କଠୋର ଦଣ୍ଡ ଦେବା ପାଇଁ ଦାବି କରିଛନ୍ତି। ଘଟଣାସ୍ଥଳରେ ବୈଜ୍ଞାନିକ ଦଳ ପହଞ୍ଚି ପ୍ରମାଣ ସଂଗ୍ରହ କରିଛି। bbox=[688, 1411, 898, 1555]
event-location: ବରଗଡ଼ bbox=[680, 508, 716, 523]
sign-divider bbox=[1128, 539, 1468, 540]
event-item: • କଟୁରୀ ଶିଶୁ ମେଳାର ଷଷ୍ଠ ଦିବସ, ସ୍ଥାନ: ଜାଲଖୁରା ଉଦାର ପଡ଼ିଆ, ସମୟ: ଅପରାହ୍ନ ୪ଟା। bbox=[8, 406, 211, 453]
sign-divider bbox=[1128, 1645, 1468, 1646]
dateline bbox=[152, 10, 412, 66]
zodiac-icon: ♍ bbox=[1140, 1062, 1212, 1134]
zodiac-icon: ♏ bbox=[1140, 1378, 1212, 1450]
event-location: କନ୍ଧମାଳ bbox=[8, 773, 54, 788]
horoscope-sign bbox=[1128, 232, 1468, 382]
event-item: • ଚଣ୍ଡୀଖୋଳ ପୋଲିସ ଥାନାରେ ସୁରକ୍ଷା ସଚେତନତା ୨୦୨୬ର ପ୍ରସ୍ତୁତି ବୈଠକ, ସ୍ଥାନ: ବକ୍ସି ବଜାରସ୍ଥିତ ଜିଲ୍ଲା ପୋଲିସ କାର୍ଯ୍ୟାଳୟ, ସମୟ: ସକାଳ ୮ଟା ୩୦। bbox=[8, 290, 220, 354]
war-body: କହି ଇରାନ ଉପରେ ଆମେରିକାର ଆକ୍ରମଣ ଆଶଙ୍କା ବଢ଼ିଛି। ଆମେରିକା ଓ ଇରାନ ମଧ୍ୟରେ ଚାଲିଥିବା ଆଲୋଚନାରେ କୌଣସି ସମାଧାନ ବାହାରି ପାରୁନାହିଁ। ଏହି ସମୟରେ ଇରାନର ବିଦେଶ ମନ୍ତ୍ରୀ କହିଛନ୍ତି ଯେ ସେମାନେ ନିଜ ସୁରକ୍ଷା ପାଇଁ ପ୍ରସ୍ତୁତ। ଆମେରିକା ପୂର୍ବ ଏସିଆରେ ଅଧିକ ସେନା ମୁତୟନ କରିଛି। ଆନ୍ତର୍ଜାତିକ ମହଲରେ ଏନେଇ ଚିନ୍ତା ବଢ଼ିଛି ଓ ଶାନ୍ତି ପାଇଁ ଆବେଦନ କରାଯାଉଛି। bbox=[372, 1223, 672, 1349]
zodiac-icon: ♌ bbox=[1140, 904, 1212, 976]
events-column-divider bbox=[227, 138, 228, 1068]
zodiac-icon: ♈ bbox=[1140, 272, 1212, 344]
registration-cyan bbox=[1104, 2322, 1116, 2334]
event-location: ନୟାଗଡ଼ bbox=[232, 574, 272, 589]
horoscope-sign bbox=[1128, 1022, 1468, 1172]
event-item: • ଦ୍ୱାଦଶ ବାର୍ଷିକ ଜିଲ୍ଲା ପାଠାଗାର ମାନବ ପ୍ରବନ୍ଧ ଓ ଆଲୋଚନା bbox=[232, 590, 426, 621]
sign-prediction: ଆଜି ପୂଜା ପାଠ ଓ ଧାର୍ମିକ କାର୍ଯ୍ୟରେ ମନ ଲାଗିବ। ଆର୍ଥିକ ସ୍ଥିତି ସୁଦୃଢ଼ ହେବ। ନୂଆ ଯୋଜନା ଆରମ୍ଭ କରିପାରିବେ। ପରିବାରର ବରିଷ୍ଠ ସଦସ୍ୟଙ୍କ ଆଶୀର୍ବାଦ ପାଇବେ। ବନ୍ଧୁମାନଙ୍କ ସହ ଭ୍ରମଣର ଯୋଜନା ହେବ। bbox=[1228, 1501, 1466, 1586]
event-location: ଭୁବନେଶ୍ୱର bbox=[8, 141, 67, 155]
astrologer-info bbox=[1128, 170, 1468, 206]
event-location: ସୁନ୍ଦରଗଡ଼ bbox=[680, 323, 725, 338]
sign-prediction: ପାରିବାରିକ ଜୀବନରେ ଶାନ୍ତି ରହିବ। ବ୍ୟବସାୟରେ ନୂଆ ଚୁକ୍ତି ହୋଇପାରେ। ସ୍ୱାସ୍ଥ୍ୟ ପ୍ରତି ଯତ୍ନବାନ ରୁହନ୍ତୁ। ଦୀର୍ଘଦିନର ଅଟକି ରହିଥିବା କାମ ସମ୍ପୂର୍ଣ୍ଣ ହେବ। ଅପ୍ରତ୍ୟାଶିତ ଅର୍ଥ ଲାଭ ହେବ। bbox=[1228, 1185, 1466, 1270]
event-location: ଜଗତସିଂହପୁର bbox=[232, 240, 295, 255]
event-location: ଗଞ୍ଜାମ bbox=[8, 723, 45, 738]
front-page-continued-tag: ପ୍ରଥମ ପୃଷ୍ଠାରୁ... bbox=[214, 1072, 354, 1100]
proverb-column bbox=[10, 1502, 355, 1842]
cartoon-subtitle: (କୁନ୍ତେ ରୋଗିଙ୍କୁ ଚିକିତ୍ସା ଓ ଜନମାନସଙ୍କୁ ସଚେତନ କରାଇବା ପାଇଁ ପାଠିକା-ପାଠକଙ୍କ ନିକଟରେ ଜଣାଉଥିବା ଧରିତ୍ରୀର ପ୍ରୟାସ) bbox=[23, 1466, 343, 1495]
sign-prediction: ବ୍ୟବସାୟରେ ନୂଆ ପରିକଳ୍ପନା କାର୍ଯ୍ୟକାରୀ ହେବ। ଆର୍ଥିକ ଲାଭ ହେବାର ସମ୍ଭାବନା ଅଛି। ପରିବାରର ସଦସ୍ୟଙ୍କ ସହ ମତଭେଦ ଦୂର ହେବ। ସ୍ୱାସ୍ଥ୍ୟ ଭଲ ରହିବ। ଜମି ଓ ଘର ସମ୍ବନ୍ଧୀୟ କାର୍ଯ୍ୟରେ ସଫଳତା ପାଇବେ। ଭଲ ଖବର ଶୁଣିବେ। bbox=[1228, 869, 1466, 954]
